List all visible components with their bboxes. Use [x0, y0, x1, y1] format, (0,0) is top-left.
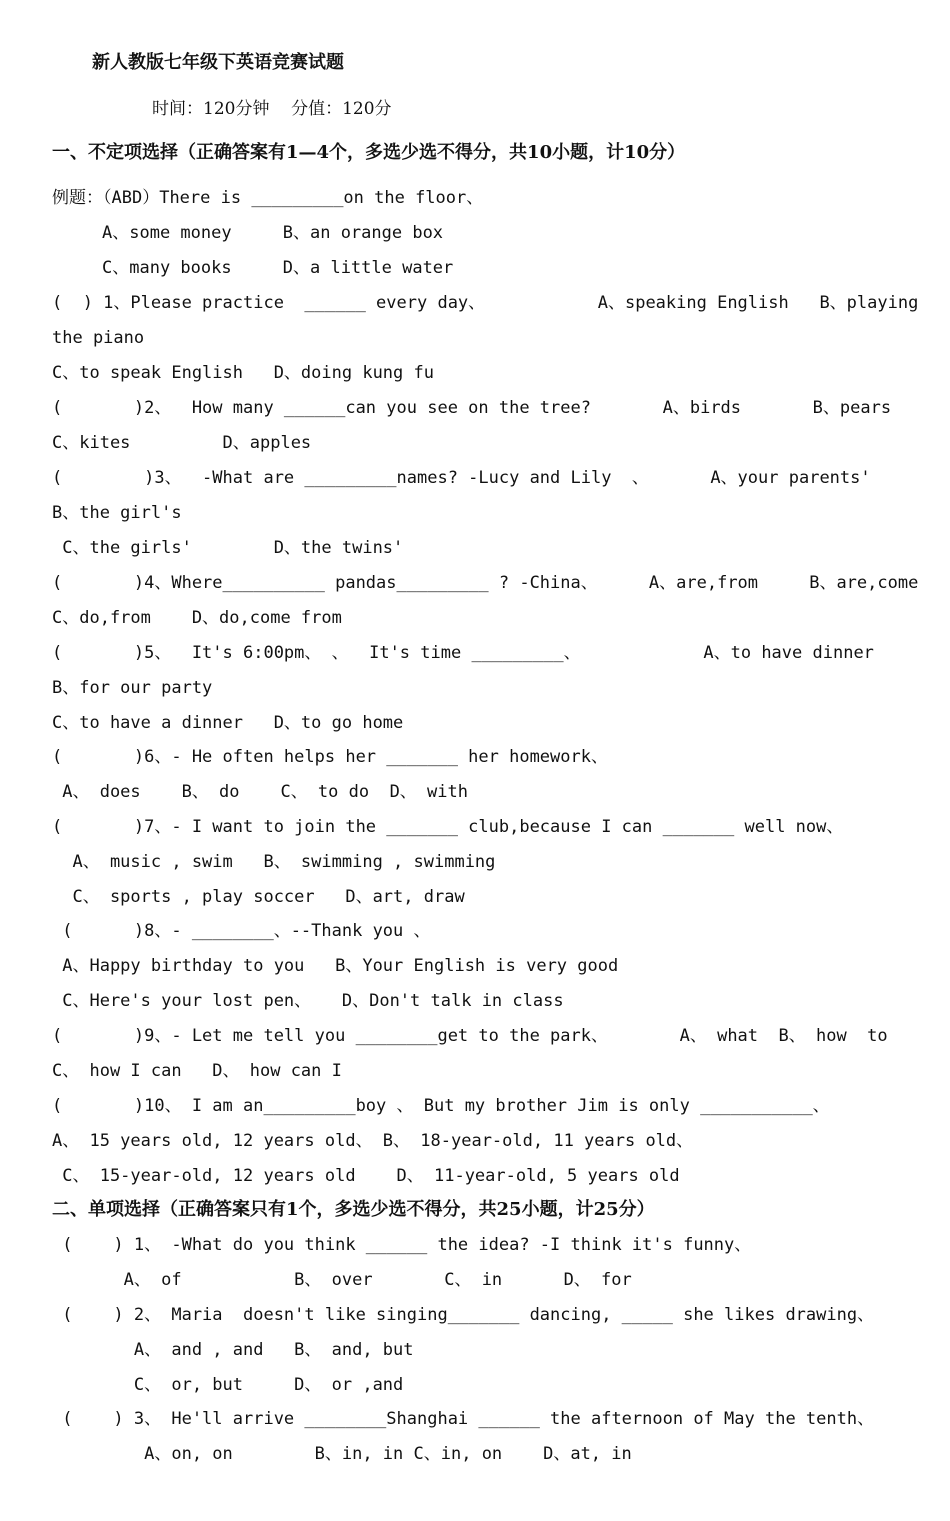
s2-q1-line2: A、 of B、 over C、 in D、 for	[52, 1270, 632, 1290]
s1-q2-line2: C、kites D、apples	[52, 433, 312, 453]
s1-q9-line2: C、 how I can D、 how can I	[52, 1061, 342, 1081]
s1-q1-line1: ( ) 1、Please practice ______ every day、 A、speaking English B、playing	[52, 293, 919, 313]
s1-q5-line1: ( )5、 It's 6:00pm、 、 It's time _________、 A、to have dinner	[52, 643, 874, 663]
section1-heading: 一、不定项选择（正确答案有1—4个，多选少选不得分，共10小题，计10分）	[52, 142, 686, 163]
s1-q10-line2: A、 15 years old, 12 years old、 B、 18-year-old, 11 years old、	[52, 1131, 694, 1151]
example-question: 例题：（ABD）There is _________on the floor、	[52, 188, 484, 208]
s1-q8-line3: C、Here's your lost pen、 D、Don't talk in class	[52, 991, 564, 1011]
s1-q8-line2: A、Happy birthday to you B、Your English is very good	[52, 956, 619, 976]
s1-q7-line3: C、 sports , play soccer D、art, draw	[52, 887, 465, 907]
s1-q4-line1: ( )4、Where__________ pandas_________ ? -China、 A、are,from B、are,come	[52, 573, 919, 593]
s1-q1-line2: the piano	[52, 328, 145, 348]
s1-q8-line1: ( )8、- ________、--Thank you 、	[52, 921, 431, 941]
example-options-2: C、many books D、a little water	[102, 258, 454, 278]
s2-q2-line3: C、 or, but D、 or ,and	[52, 1375, 404, 1395]
exam-meta: 时间：120分钟 分值：120分	[152, 99, 392, 119]
s1-q7-line1: ( )7、- I want to join the _______ club,because I can _______ well now、	[52, 817, 844, 837]
s1-q3-line2: B、the girl's	[52, 503, 182, 523]
example-options-1: A、some money B、an orange box	[102, 223, 444, 243]
s2-q1-line1: ( ) 1、 -What do you think ______ the idea? -I think it's funny、	[52, 1235, 752, 1255]
s2-q3-line1: ( ) 3、 He'll arrive ________Shanghai ______ the afternoon of May the tenth、	[52, 1409, 875, 1429]
s1-q1-line3: C、to speak English D、doing kung fu	[52, 363, 434, 383]
s1-q6-line2: A、 does B、 do C、 to do D、 with	[52, 782, 468, 802]
s1-q9-line1: ( )9、- Let me tell you ________get to the park、 A、 what B、 how to	[52, 1026, 888, 1046]
s1-q6-line1: ( )6、- He often helps her _______ her homework、	[52, 747, 608, 767]
s1-q4-line2: C、do,from D、do,come from	[52, 608, 342, 628]
s1-q5-line2: B、for our party	[52, 678, 213, 698]
s1-q3-line3: C、the girls' D、the twins'	[52, 538, 404, 558]
s1-q2-line1: ( )2、 How many ______can you see on the tree? A、birds B、pears	[52, 398, 892, 418]
s2-q3-line2: A、on, on B、in, in C、in, on D、at, in	[52, 1444, 632, 1464]
s1-q10-line3: C、 15-year-old, 12 years old D、 11-year-old, 5 years old	[52, 1166, 680, 1186]
exam-title: 新人教版七年级下英语竞赛试题	[92, 52, 344, 73]
s2-q2-line1: ( ) 2、 Maria doesn't like singing_______ dancing, _____ she likes drawing、	[52, 1305, 875, 1325]
section2-heading: 二、单项选择（正确答案只有1个，多选少选不得分，共25小题，计25分）	[52, 1199, 655, 1220]
s2-q2-line2: A、 and , and B、 and, but	[52, 1340, 414, 1360]
s1-q5-line3: C、to have a dinner D、to go home	[52, 713, 404, 733]
s1-q10-line1: ( )10、 I am an_________boy 、 But my brother Jim is only ___________、	[52, 1096, 830, 1116]
s1-q3-line1: ( )3、 -What are _________names? -Lucy and Lily 、 A、your parents'	[52, 468, 871, 488]
s1-q7-line2: A、 music , swim B、 swimming , swimming	[52, 852, 496, 872]
